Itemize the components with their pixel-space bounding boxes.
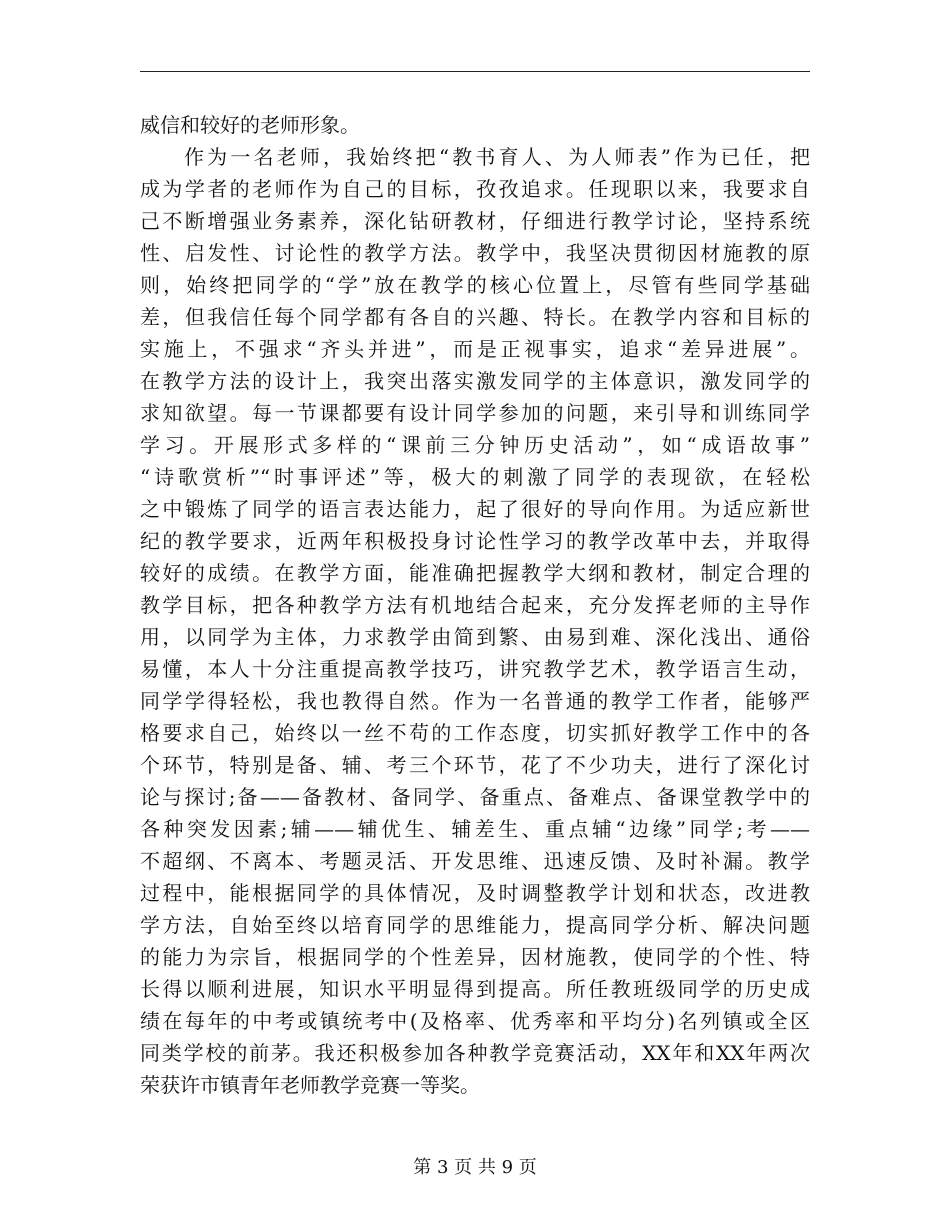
paragraph-line: 实施上，不强求“齐头并进”，而是正视事实，追求“差异进展”。 [140, 337, 810, 361]
paragraph-line: 较好的成绩。在教学方面，能准确把握教学大纲和教材，制定合理的 [140, 561, 810, 585]
paragraph-line: 己不断增强业务素养，深化钻研教材，仔细进行教学讨论，坚持系统 [140, 209, 810, 233]
paragraph-line: 纪的教学要求，近两年积极投身讨论性学习的教学改革中去，并取得 [140, 529, 810, 553]
paragraph-line: 在教学方法的设计上，我突出落实激发同学的主体意识，激发同学的 [140, 369, 810, 393]
paragraph-line: 同学学得轻松，我也教得自然。作为一名普通的教学工作者，能够严 [140, 689, 810, 713]
paragraph-line: 学方法，自始至终以培育同学的思维能力，提高同学分析、解决问题 [140, 913, 810, 937]
paragraph-line: 论与探讨;备——备教材、备同学、备重点、备难点、备课堂教学中的 [140, 785, 810, 809]
paragraph-line: 易懂，本人十分注重提高教学技巧，讲究教学艺术，教学语言生动， [140, 657, 810, 681]
paragraph-line: 的能力为宗旨，根据同学的个性差异，因材施教，使同学的个性、特 [140, 945, 810, 969]
paragraph-line: 则，始终把同学的“学”放在教学的核心位置上，尽管有些同学基础 [140, 273, 810, 297]
paragraph-line: 绩在每年的中考或镇统考中(及格率、优秀率和平均分)名列镇或全区 [140, 1009, 810, 1033]
paragraph-line: “诗歌赏析”“时事评述”等，极大的刺激了同学的表现欲，在轻松 [140, 465, 810, 489]
paragraph-line: 同类学校的前茅。我还积极参加各种教学竞赛活动，XX年和XX年两次 [140, 1041, 810, 1065]
paragraph-line: 求知欲望。每一节课都要有设计同学参加的问题，来引导和训练同学 [140, 401, 810, 425]
page-number: 第 3 页 共 9 页 [413, 1157, 537, 1178]
paragraph-line: 荣获许市镇青年老师教学竞赛一等奖。 [140, 1073, 480, 1097]
paragraph-line: 作为一名老师，我始终把“教书育人、为人师表”作为已任，把 [184, 145, 810, 169]
paragraph-line: 之中锻炼了同学的语言表达能力，起了很好的导向作用。为适应新世 [140, 497, 810, 521]
paragraph-line: 不超纲、不离本、考题灵活、开发思维、迅速反馈、及时补漏。教学 [140, 849, 810, 873]
document-body [140, 109, 810, 1101]
paragraph-line: 成为学者的老师作为自己的目标，孜孜追求。任现职以来，我要求自 [140, 177, 810, 201]
header-rule [140, 71, 810, 72]
paragraph-line: 威信和较好的老师形象。 [140, 113, 360, 137]
paragraph-line: 学习。开展形式多样的“课前三分钟历史活动”，如“成语故事” [140, 433, 810, 457]
paragraph-line: 格要求自己，始终以一丝不苟的工作态度，切实抓好教学工作中的各 [140, 721, 810, 745]
paragraph-line: 教学目标，把各种教学方法有机地结合起来，充分发挥老师的主导作 [140, 593, 810, 617]
paragraph-line: 差，但我信任每个同学都有各自的兴趣、特长。在教学内容和目标的 [140, 305, 810, 329]
paragraph-line: 过程中，能根据同学的具体情况，及时调整教学计划和状态，改进教 [140, 881, 810, 905]
paragraph-line: 用，以同学为主体，力求教学由简到繁、由易到难、深化浅出、通俗 [140, 625, 810, 649]
paragraph-line: 性、启发性、讨论性的教学方法。教学中，我坚决贯彻因材施教的原 [140, 241, 810, 265]
paragraph-line: 各种突发因素;辅——辅优生、辅差生、重点辅“边缘”同学;考—— [140, 817, 810, 841]
paragraph-line: 个环节，特别是备、辅、考三个环节，花了不少功夫，进行了深化讨 [140, 753, 810, 777]
paragraph-line: 长得以顺利进展，知识水平明显得到提高。所任教班级同学的历史成 [140, 977, 810, 1001]
